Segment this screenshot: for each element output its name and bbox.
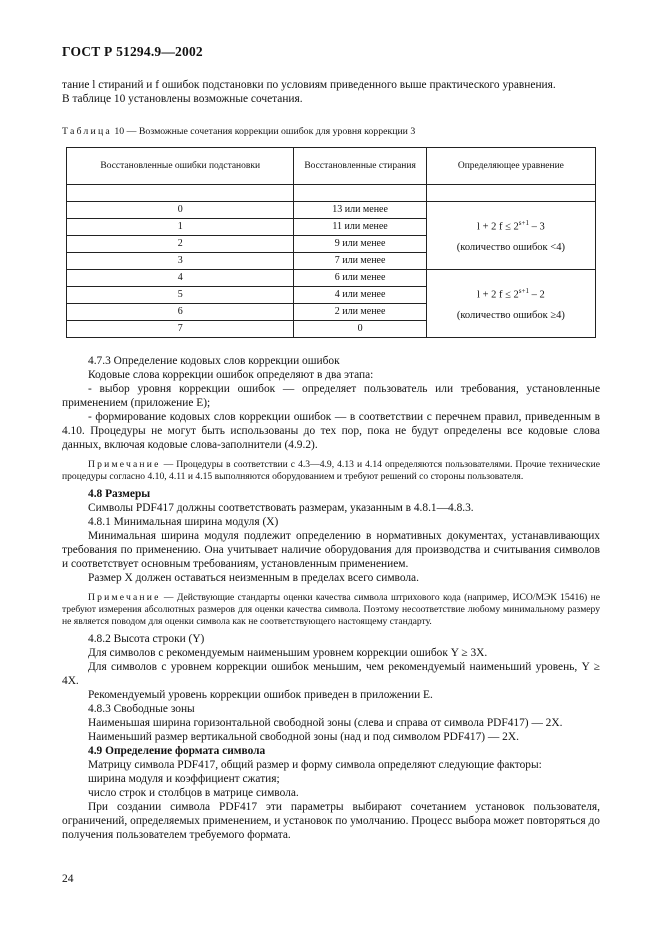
note-4-7-3: [62, 459, 600, 483]
equation-2: l + 2 $f \le 2^{s+1} - 2$: [477, 287, 545, 301]
paragraph: Рекомендуемый уровень коррекции ошибок приведен в приложении Е.: [88, 689, 433, 701]
document-header: ГОСТ Р 51294.9—2002: [62, 44, 203, 59]
section-4-9-title: 4.9 Определение формата символа: [88, 745, 266, 757]
table-row: [67, 202, 596, 219]
paragraph: Матрицу символа PDF417, общий размер и форму символа определяют следующие факторы:: [88, 759, 542, 771]
section-4-8-1-title: 4.8.1 Минимальная ширина модуля (X): [88, 516, 279, 528]
col-header-equation: Определяющее уравнение: [426, 148, 595, 185]
cell-erasures: 13 или менее: [294, 202, 426, 219]
cell-erasures: 9 или менее: [294, 236, 426, 253]
table-caption-label: Таблица: [62, 126, 112, 137]
error-correction-table: [66, 147, 596, 338]
table-spacer-row: [67, 185, 596, 202]
page-number: 24: [62, 873, 74, 885]
paragraph: Размер X должен оставаться неизменным в пределах всего символа.: [88, 572, 419, 584]
page-content: [62, 78, 600, 842]
cell-substitution: 4: [67, 270, 294, 287]
table-caption: [62, 125, 600, 139]
cell-erasures: 4 или менее: [294, 287, 426, 304]
table-caption-text: 10 — Возможные сочетания коррекции ошибок для уровня коррекции 3: [114, 126, 416, 137]
cell-erasures: 0: [294, 321, 426, 338]
section-4-7-3-title: 4.7.3 Определение кодовых слов коррекции ошибок: [88, 355, 340, 367]
paragraph: При создании символа PDF417 эти параметры выбирают сочетанием установок пользователя, ограничений, определяемых применением, и установок по умолчанию. Процесс выбора может повторяться до получения пользователем требуемого формата.: [62, 801, 600, 841]
equation-1-note: (количество ошибок <4): [456, 241, 565, 253]
section-4-8-title: 4.8 Размеры: [88, 488, 151, 500]
paragraph: Кодовые слова коррекции ошибок определяют в два этапа:: [88, 369, 374, 381]
note-text: — Процедуры в соответствии с 4.3—4.9, 4.13 и 4.14 определяются пользователями. Прочие технические процедуры согласно 4.10, 4.11 и 4.15 выполняются оборудованием и требуют решений со стороны пользователя.: [62, 459, 600, 482]
cell-substitution: 1: [67, 219, 294, 236]
cell-equation-2: [426, 270, 595, 338]
section-4-8-3-title: 4.8.3 Свободные зоны: [88, 703, 195, 715]
intro-line-2: В таблице 10 установлены возможные сочетания.: [62, 93, 303, 105]
paragraph: ширина модуля и коэффициент сжатия;: [88, 773, 280, 785]
col-header-substitution: Восстановленные ошибки подстановки: [67, 148, 294, 185]
note-text: — Действующие стандарты оценки качества символа штрихового кода (например, ИСО/МЭК 15416) не требуют измерения абсолютных размеров для оценки качества символа. Поэтому несоответствие любому минимальному размеру не является поводом для оценки символа как не соответствующего настоящему стандарту.: [62, 592, 600, 627]
paragraph: Минимальная ширина модуля подлежит определению в нормативных документах, устанавливающих требования по применению. Она учитывает наличие оборудования для производства и считывания символов и соответствует основным требованиям, установленным применением.: [62, 530, 600, 570]
paragraph: число строк и столбцов в матрице символа.: [88, 787, 299, 799]
cell-substitution: 6: [67, 304, 294, 321]
cell-erasures: 2 или менее: [294, 304, 426, 321]
note-label: Примечание: [88, 459, 161, 470]
table-row: [67, 270, 596, 287]
cell-erasures: 11 или менее: [294, 219, 426, 236]
paragraph: Для символов с уровнем коррекции ошибок меньшим, чем рекомендуемый наименьший уровень, Y ≥ 4X.: [62, 661, 600, 687]
table-header-row: [67, 148, 596, 185]
cell-substitution: 3: [67, 253, 294, 270]
paragraph: Для символов с рекомендуемым наименьшим уровнем коррекции ошибок Y ≥ 3X.: [88, 647, 488, 659]
cell-substitution: 7: [67, 321, 294, 338]
cell-equation-1: [426, 202, 595, 270]
cell-substitution: 2: [67, 236, 294, 253]
paragraph: - формирование кодовых слов коррекции ошибок — в соответствии с перечнем правил, приведенным в 4.10. Процедуры не могут быть использованы до тех пор, пока не будут определены все кодовые слова данных, включая кодовые слова-заполнители (4.9.2).: [62, 411, 600, 451]
col-header-erasures: Восстановленные стирания: [294, 148, 426, 185]
section-4-8-2-title: 4.8.2 Высота строки (Y): [88, 633, 205, 645]
cell-substitution: 0: [67, 202, 294, 219]
paragraph: - выбор уровня коррекции ошибок — определяет пользователь или требования, установленные применением (приложение Е);: [62, 383, 600, 409]
note-4-8-1: [62, 592, 600, 628]
equation-2-note: (количество ошибок ≥4): [456, 309, 565, 321]
note-label: Примечание: [88, 592, 161, 603]
equation-1: l + 2 $f \le 2^{s+1} - 3$: [477, 219, 545, 233]
cell-substitution: 5: [67, 287, 294, 304]
cell-erasures: 6 или менее: [294, 270, 426, 287]
intro-line-1: тание l стираний и f ошибок подстановки по условиям приведенного выше практического уравнения.: [62, 79, 556, 91]
paragraph: Наименьший размер вертикальной свободной зоны (над и под символом PDF417) — 2X.: [88, 731, 519, 743]
cell-erasures: 7 или менее: [294, 253, 426, 270]
paragraph: Символы PDF417 должны соответствовать размерам, указанным в 4.8.1—4.8.3.: [88, 502, 474, 514]
paragraph: Наименьшая ширина горизонтальной свободной зоны (слева и справа от символа PDF417) — 2X.: [88, 717, 563, 729]
